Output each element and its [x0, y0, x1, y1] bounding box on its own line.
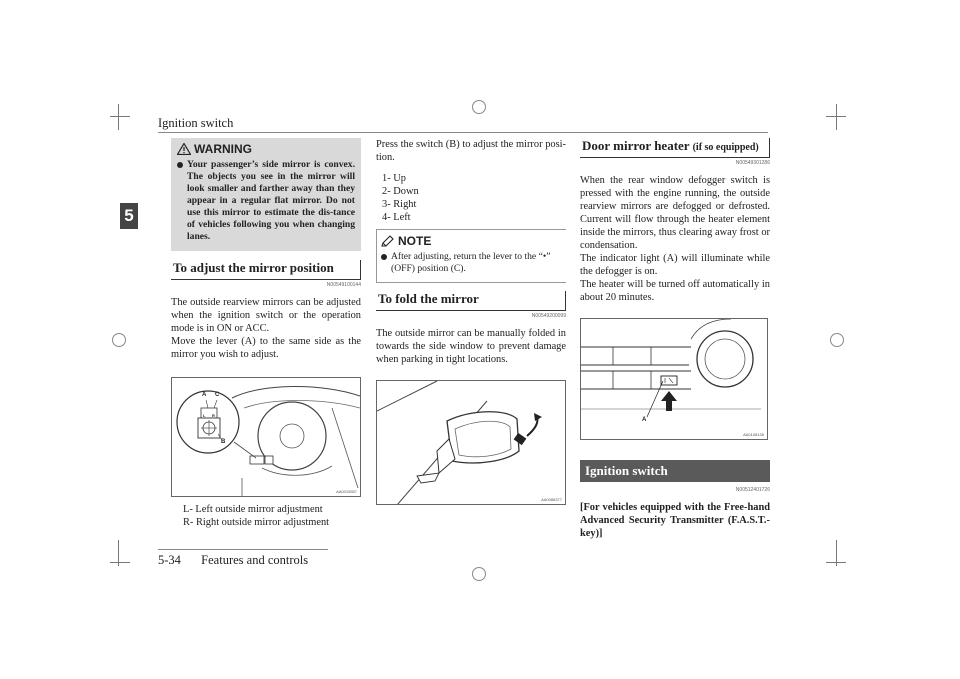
crop-mark — [836, 104, 837, 130]
legend-item: L- Left outside mirror adjustment — [183, 504, 323, 515]
heater-paragraph-1: When the rear window defogger switch is pressed with the engine running, the outside rearview mirrors are defogged or defrosted. Current will flow through the heater element inside the mirrors, thus clearing away frost or condensation. — [580, 175, 770, 251]
registration-mark — [472, 100, 486, 114]
figure-id: AA0088377 — [541, 497, 562, 502]
warning-box — [171, 138, 361, 251]
folding-mirror-illustration — [377, 381, 566, 505]
section-code: N00549200099 — [531, 313, 566, 319]
defogger-switch-figure — [580, 318, 768, 440]
control-panel-illustration — [581, 319, 768, 440]
mirror-switch-figure — [171, 377, 361, 497]
chapter-tab: 5 — [120, 203, 138, 229]
figure-label-l: L — [203, 413, 206, 418]
figure-id: AA0108135 — [743, 432, 764, 437]
note-pencil-icon — [381, 235, 395, 247]
figure-label-b: B — [221, 439, 226, 445]
page-title: Ignition switch — [158, 116, 234, 130]
section-code: N00512401726 — [735, 487, 770, 493]
footer-rule — [158, 549, 328, 550]
ignition-paragraph: [For vehicles equipped with the Free-hand Advanced Security Transmitter (F.A.S.T.-key)] — [580, 502, 770, 539]
section-code: N00549100144 — [326, 282, 361, 288]
page-footer — [158, 553, 308, 568]
section-title-ignition: Ignition switch — [580, 460, 770, 482]
list-item: 3- Right — [382, 199, 417, 210]
section-title-adjust: To adjust the mirror position — [171, 260, 361, 280]
heater-title-qualifier: (if so equipped) — [692, 142, 759, 153]
registration-mark — [112, 333, 126, 347]
registration-mark — [830, 333, 844, 347]
note-box — [376, 229, 566, 283]
page-number: 5-34 — [158, 553, 181, 567]
note-label: NOTE — [398, 234, 432, 248]
heater-title: Door mirror heater — [582, 138, 690, 153]
heater-paragraph-2: The indicator light (A) will illuminate while the defogger is on. — [580, 253, 770, 277]
warning-heading — [177, 142, 355, 156]
legend-item: R- Right outside mirror adjustment — [183, 517, 330, 528]
figure-label-a: A — [202, 392, 207, 398]
crop-mark — [118, 104, 119, 130]
list-item: 2- Down — [382, 186, 419, 197]
dashboard-illustration — [172, 378, 361, 497]
list-item: 4- Left — [382, 212, 411, 223]
adjust-paragraph-1: The outside rearview mirrors can be adjusted when the ignition switch or the operation mode is in ON or ACC. — [171, 297, 361, 334]
adjust-paragraph-2: Move the lever (A) to the same side as the mirror you wish to adjust. — [171, 336, 361, 360]
heater-paragraph-3: The heater will be turned off automatically in about 20 minutes. — [580, 279, 770, 303]
warning-triangle-icon — [177, 143, 191, 155]
figure-label-c: C — [215, 392, 220, 398]
section-title-heater — [580, 138, 770, 158]
bullet-icon — [381, 254, 387, 260]
fold-paragraph: The outside mirror can be manually folded in towards the side window to prevent damage when parking in tight locations. — [376, 328, 566, 365]
column-right — [580, 138, 770, 540]
note-text: After adjusting, return the lever to the “•” (OFF) position (C). — [391, 251, 551, 274]
bullet-icon — [177, 162, 183, 168]
figure-id: AA0015557 — [336, 489, 357, 494]
column-left — [171, 138, 361, 529]
crop-mark — [826, 562, 846, 563]
crop-mark — [110, 562, 130, 563]
column-middle — [376, 138, 566, 505]
press-switch-paragraph: Press the switch (B) to adjust the mirror posi-tion. — [376, 139, 566, 163]
warning-item — [177, 159, 355, 243]
warning-text: Your passenger’s side mirror is convex. The objects you see in the mirror will look smaller and farther away than they appear in a regular flat mirror. Do not use this mirror to estimate the dis-tance of vehicles following you when changing lanes. — [187, 159, 355, 242]
mirror-fold-figure — [376, 380, 566, 505]
header-rule — [158, 132, 768, 133]
figure-label-a: A — [642, 417, 647, 423]
note-item — [381, 251, 562, 275]
crop-mark — [110, 116, 130, 117]
figure-label-r: R — [212, 413, 215, 418]
crop-mark — [826, 116, 846, 117]
section-title-fold: To fold the mirror — [376, 291, 566, 311]
footer-section: Features and controls — [201, 553, 309, 567]
section-code: N00549301286 — [735, 160, 770, 166]
note-heading — [381, 234, 562, 248]
warning-label: WARNING — [194, 142, 252, 156]
registration-mark — [472, 567, 486, 581]
list-item: 1- Up — [382, 173, 406, 184]
